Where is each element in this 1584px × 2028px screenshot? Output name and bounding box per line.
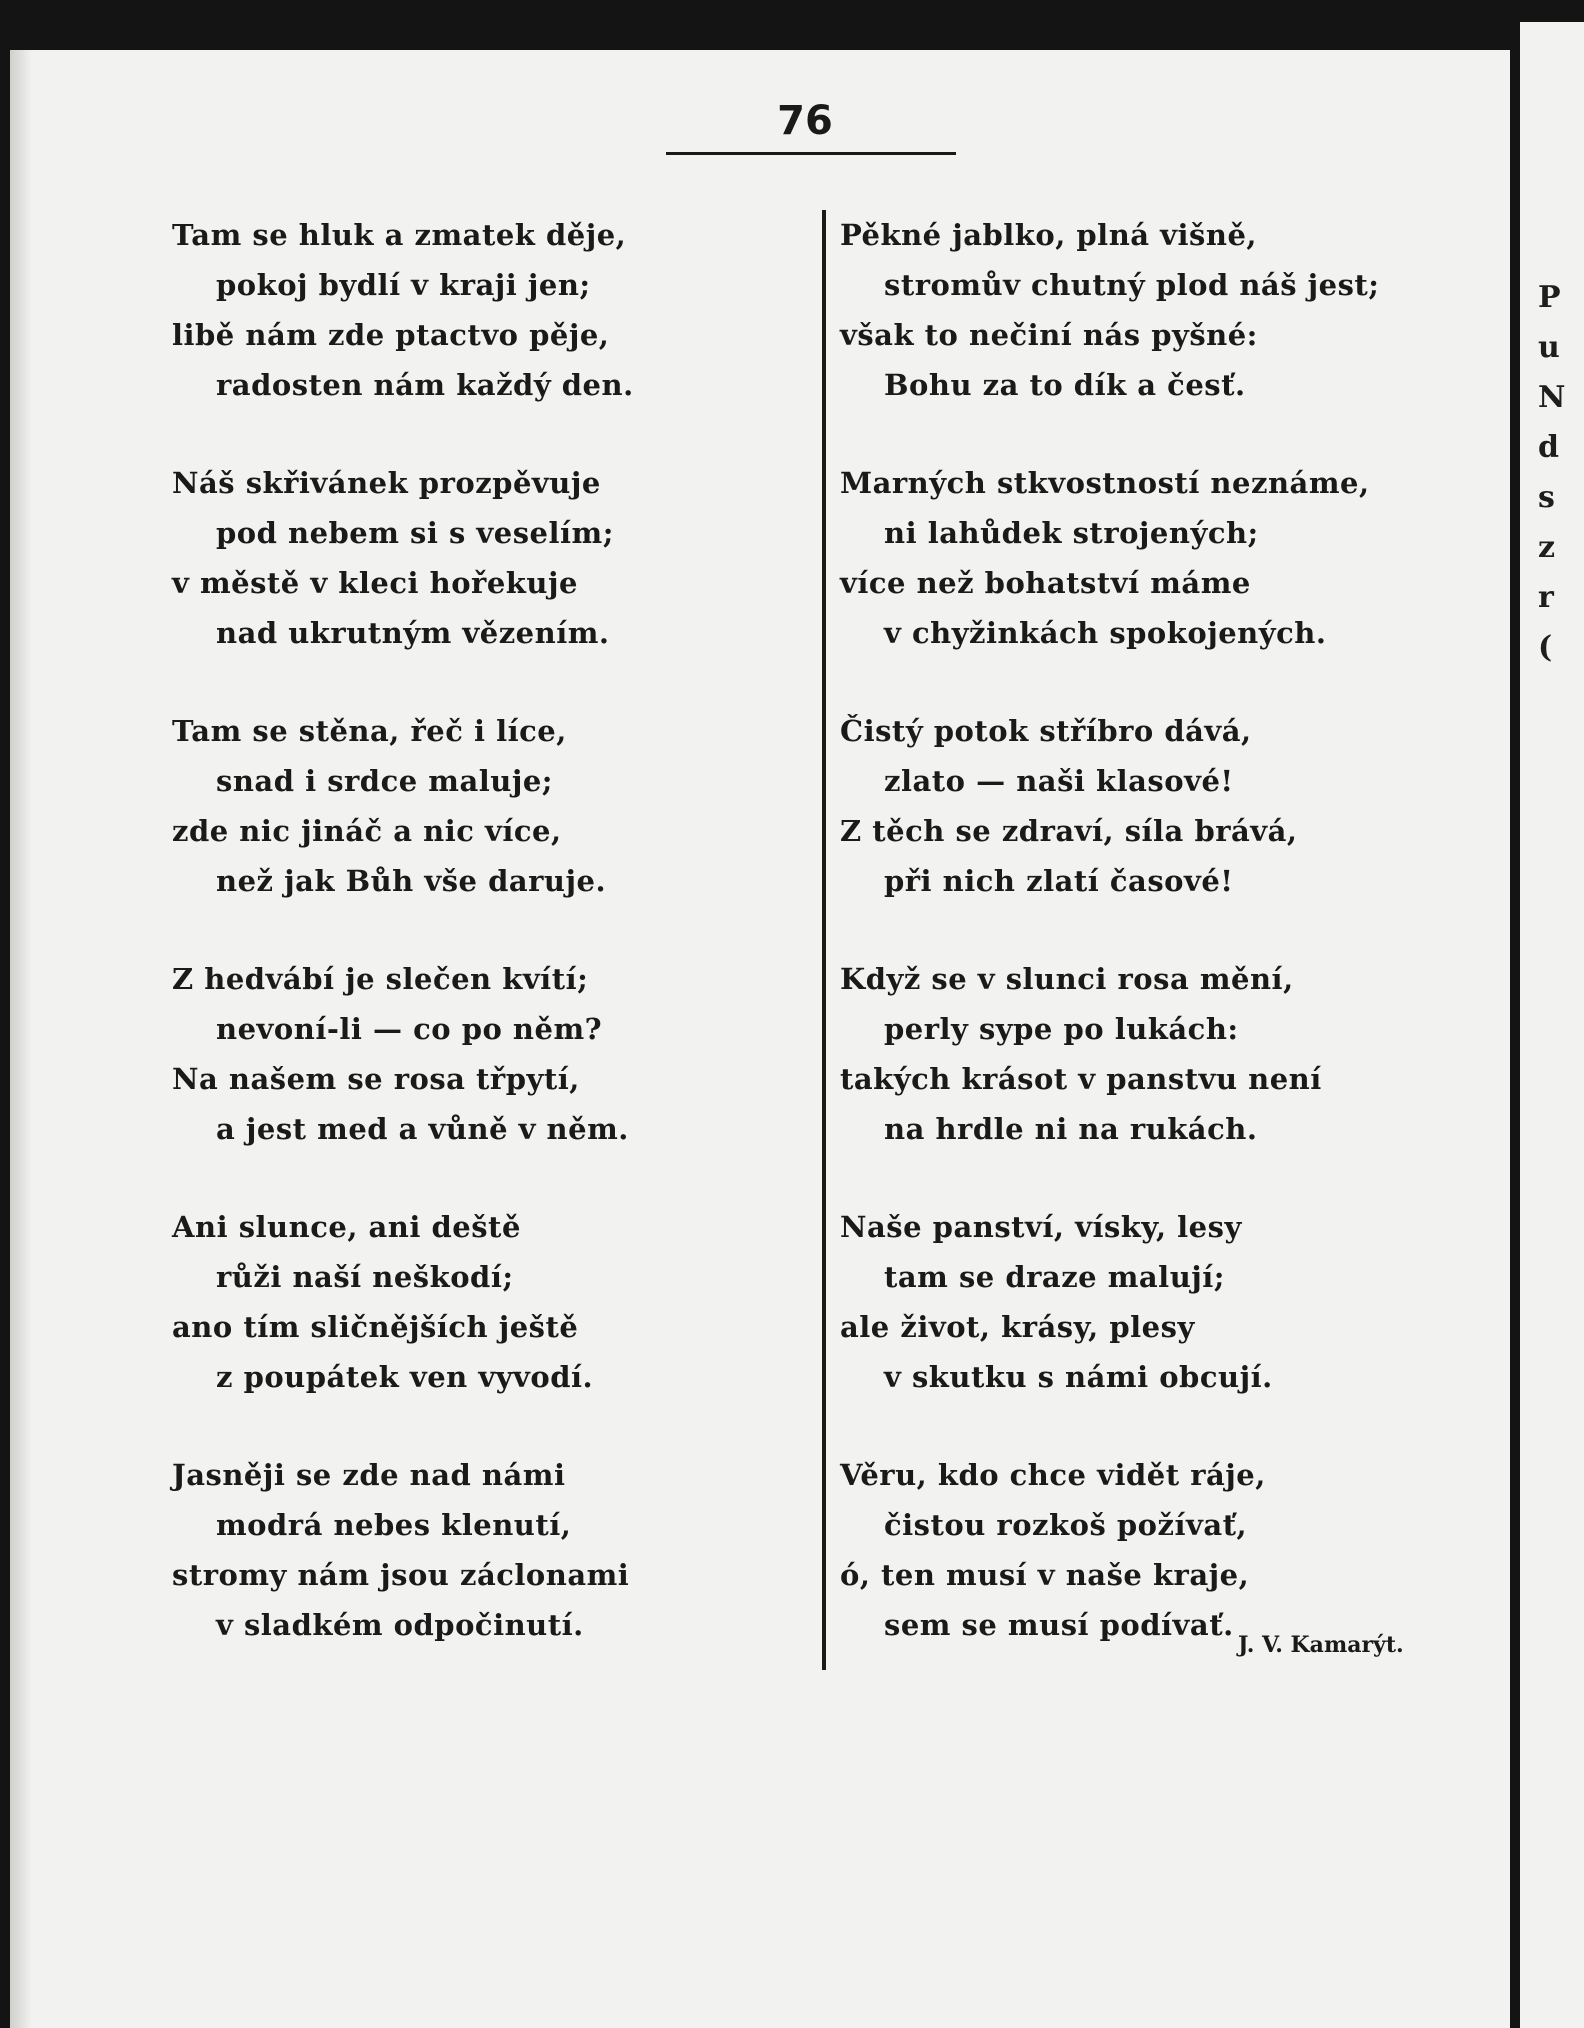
verse-line: Naše panství, vísky, lesy (840, 1210, 1242, 1244)
stanza (840, 210, 1480, 410)
poem-column-right (840, 210, 1480, 1698)
verse-line: Náš skřivánek prozpěvuje (172, 466, 601, 500)
page-gutter-shadow (10, 50, 32, 2028)
stanza (172, 706, 812, 906)
next-page-fragment: u (1538, 330, 1560, 365)
next-page-fragment: s (1538, 480, 1555, 515)
verse-line: z poupátek ven vyvodí. (216, 1360, 594, 1394)
verse-line: stromy nám jsou záclonami (172, 1558, 630, 1592)
stanza (172, 210, 812, 410)
column-divider (822, 210, 826, 1670)
verse-line: ni lahůdek strojených; (884, 516, 1259, 550)
stanza (840, 1202, 1480, 1402)
verse-line: nevoní-li — co po něm? (216, 1012, 603, 1046)
verse-line: v sladkém odpočinutí. (216, 1608, 584, 1642)
verse-line: takých krásot v panstvu není (840, 1062, 1322, 1096)
verse-line: Pěkné jablko, plná višně, (840, 218, 1257, 252)
verse-line: na hrdle ni na rukách. (884, 1112, 1258, 1146)
page-number: 76 (777, 98, 833, 144)
verse-line: libě nám zde ptactvo pěje, (172, 318, 610, 352)
next-page-fragment: N (1538, 380, 1566, 415)
verse-line: nad ukrutným vězením. (216, 616, 610, 650)
verse-line: růži naší neškodí; (216, 1260, 514, 1294)
verse-line: v skutku s námi obcují. (884, 1360, 1273, 1394)
verse-line: pokoj bydlí v kraji jen; (216, 268, 591, 302)
verse-line: Čistý potok stříbro dává, (840, 714, 1252, 748)
verse-line: Na našem se rosa třpytí, (172, 1062, 580, 1096)
stanza (172, 458, 812, 658)
next-page-fragment: P (1538, 280, 1561, 315)
verse-line: Věru, kdo chce vidět ráje, (840, 1458, 1266, 1492)
next-page-fragment: z (1538, 530, 1556, 565)
verse-line: tam se draze malují; (884, 1260, 1225, 1294)
verse-line: radosten nám každý den. (216, 368, 634, 402)
verse-line: než jak Bůh vše daruje. (216, 864, 607, 898)
verse-line: Z hedvábí je slečen kvítí; (172, 962, 589, 996)
verse-line: a jest med a vůně v něm. (216, 1112, 629, 1146)
next-page-fragment: d (1538, 430, 1559, 465)
stanza (840, 458, 1480, 658)
verse-line: ano tím sličnějších ještě (172, 1310, 579, 1344)
verse-line: ó, ten musí v naše kraje, (840, 1558, 1250, 1592)
verse-line: čistou rozkoš požívať, (884, 1508, 1248, 1542)
verse-line: více než bohatství máme (840, 566, 1251, 600)
verse-line: zde nic jináč a nic více, (172, 814, 562, 848)
verse-line: Tam se stěna, řeč i líce, (172, 714, 567, 748)
verse-line: Když se v slunci rosa mění, (840, 962, 1294, 996)
next-page-fragment: r (1538, 580, 1554, 615)
verse-line: stromův chutný plod náš jest; (884, 268, 1380, 302)
stanza (172, 954, 812, 1154)
verse-line: Ani slunce, ani deště (172, 1210, 521, 1244)
verse-line: Z těch se zdraví, síla brává, (840, 814, 1298, 848)
verse-line: sem se musí podívať. (884, 1608, 1234, 1642)
page-number-rule (666, 152, 956, 155)
verse-line: pod nebem si s veselím; (216, 516, 614, 550)
verse-line: Jasněji se zde nad námi (172, 1458, 566, 1492)
poem-column-left (172, 210, 812, 1698)
stanza (172, 1450, 812, 1650)
book-page (10, 50, 1510, 2028)
verse-line: v městě v kleci hořekuje (172, 566, 578, 600)
verse-line: ale život, krásy, plesy (840, 1310, 1195, 1344)
stanza (172, 1202, 812, 1402)
next-page-fragment: ( (1538, 630, 1553, 665)
verse-line: snad i srdce maluje; (216, 764, 554, 798)
verse-line: při nich zlatí časové! (884, 864, 1234, 898)
next-page-edge (1520, 22, 1584, 2028)
stanza (840, 954, 1480, 1154)
verse-line: však to nečiní nás pyšné: (840, 318, 1258, 352)
verse-line: perly sype po lukách: (884, 1012, 1239, 1046)
verse-line: zlato — naši klasové! (884, 764, 1234, 798)
verse-line: modrá nebes klenutí, (216, 1508, 572, 1542)
verse-line: Bohu za to dík a česť. (884, 368, 1246, 402)
stanza (840, 1450, 1480, 1650)
stanza (840, 706, 1480, 906)
verse-line: v chyžinkách spokojených. (884, 616, 1327, 650)
author-signature: J. V. Kamarýt. (1238, 1632, 1404, 1658)
verse-line: Marných stkvostností neznáme, (840, 466, 1370, 500)
verse-line: Tam se hluk a zmatek děje, (172, 218, 627, 252)
